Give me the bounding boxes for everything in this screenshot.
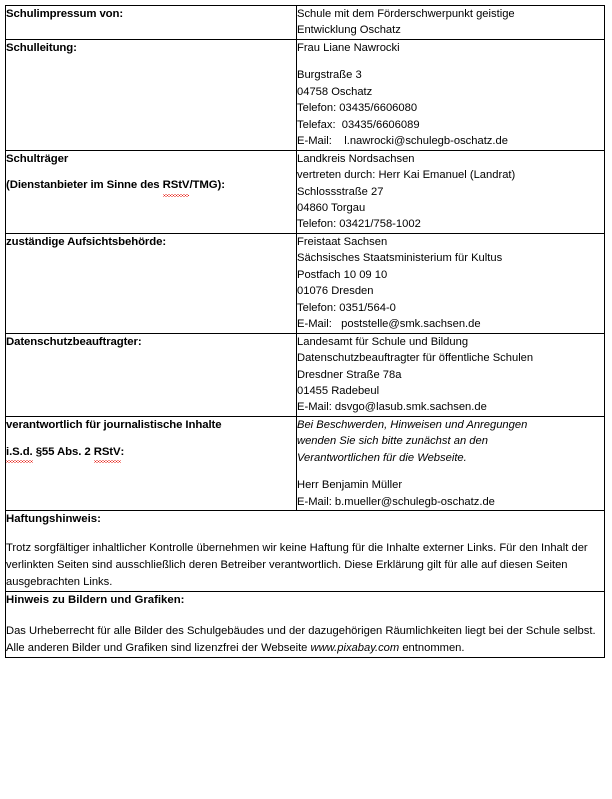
spellcheck-word-isd: i.S.d. bbox=[6, 444, 33, 461]
label-schultraeger: Schulträger bbox=[6, 152, 69, 165]
value-line-telefon: Telefon: 03435/6606080 bbox=[297, 102, 418, 115]
notice-body-part-2: entnommen. bbox=[399, 641, 465, 654]
row-value-cell bbox=[297, 6, 605, 40]
row-value-cell bbox=[297, 150, 605, 233]
value-line: Bei Beschwerden, Hinweisen und Anregungen bbox=[297, 418, 528, 431]
value-group-name bbox=[297, 40, 604, 56]
value-line: 04758 Oschatz bbox=[297, 85, 373, 98]
label-text-suffix: /TMG): bbox=[189, 179, 225, 192]
value-line: Freistaat Sachsen bbox=[297, 235, 388, 248]
value-line: Postfach 10 09 10 bbox=[297, 268, 388, 281]
value-line: vertreten durch: Herr Kai Emanuel (Landrat) bbox=[297, 169, 516, 182]
table-row bbox=[6, 150, 605, 233]
table-row bbox=[6, 591, 605, 657]
value-line: Entwicklung Oschatz bbox=[297, 24, 401, 37]
value-line: Landkreis Nordsachsen bbox=[297, 152, 415, 165]
notice-body: Trotz sorgfältiger inhaltlicher Kontrolle übernehmen wir keine Haftung für die Inhalte externer Links. Für den Inhalt der verlinkten Seiten sind ausschließlich deren Betreiber verantwortlich. Diese Erklärung gilt für alle auf diesen Seiten ausgebrachten Links. bbox=[6, 541, 588, 588]
value-group-address bbox=[297, 67, 604, 149]
label-text-suffix: : bbox=[120, 445, 125, 458]
table-row bbox=[6, 416, 605, 510]
label-aufsichtsbehoerde: zuständige Aufsichtsbehörde: bbox=[6, 235, 167, 248]
notice-cell-bilder-grafiken bbox=[6, 591, 605, 657]
spellcheck-word-rstv: RStV bbox=[163, 177, 190, 194]
value-line: Datenschutzbeauftragter für öffentliche Schulen bbox=[297, 352, 534, 365]
value-line: 04860 Torgau bbox=[297, 201, 366, 214]
value-line-telefon: Telefon: 03421/758-1002 bbox=[297, 218, 421, 231]
row-label-cell bbox=[6, 333, 297, 416]
value-line: Burgstraße 3 bbox=[297, 69, 362, 82]
table-row bbox=[6, 233, 605, 333]
table-row bbox=[6, 6, 605, 40]
value-line: Dresdner Straße 78a bbox=[297, 368, 402, 381]
value-line: Verantwortlichen für die Webseite. bbox=[297, 451, 467, 464]
label-dienstanbieter bbox=[6, 177, 296, 194]
value-line: 01455 Radebeul bbox=[297, 384, 380, 397]
row-value-cell bbox=[297, 233, 605, 333]
notice-body bbox=[6, 623, 604, 657]
table-row bbox=[6, 39, 605, 150]
value-line-email: E-Mail: b.mueller@schulegb-oschatz.de bbox=[297, 495, 495, 508]
row-value-cell bbox=[297, 416, 605, 510]
value-line-email: E-Mail: poststelle@smk.sachsen.de bbox=[297, 318, 481, 331]
notice-cell-haftungshinweis bbox=[6, 511, 605, 592]
value-group-contact bbox=[297, 477, 604, 510]
pixabay-url: www.pixabay.com bbox=[310, 641, 400, 654]
row-label-cell bbox=[6, 233, 297, 333]
row-value-cell bbox=[297, 333, 605, 416]
label-text-prefix: (Dienstanbieter im Sinne des bbox=[6, 179, 163, 192]
row-label-cell bbox=[6, 150, 297, 233]
label-text-middle: §55 Abs. 2 bbox=[32, 445, 94, 458]
label-verantwortlich-inhalte: verantwortlich für journalistische Inhalte bbox=[6, 418, 222, 431]
label-datenschutzbeauftragter: Datenschutzbeauftragter: bbox=[6, 335, 142, 348]
value-line: 01076 Dresden bbox=[297, 285, 374, 298]
value-line: wenden Sie sich bitte zunächst an den bbox=[297, 435, 488, 448]
table-row bbox=[6, 511, 605, 592]
value-line: Schule mit dem Förderschwerpunkt geistige bbox=[297, 8, 515, 20]
label-schulimpressum-von: Schulimpressum von: bbox=[6, 8, 124, 20]
row-value-cell bbox=[297, 39, 605, 150]
value-line-telefax: Telefax: 03435/6606089 bbox=[297, 118, 420, 131]
row-label-cell bbox=[6, 6, 297, 40]
label-schulleitung: Schulleitung: bbox=[6, 41, 77, 54]
value-group-italic-note bbox=[297, 417, 604, 466]
notice-body-part-1: Das Urheberrecht für alle Bilder des Schulgebäudes und der dazugehörigen Räumlichkeiten liegt bei der Schule selbst. Alle anderen Bilder und Grafiken sind lizenzfrei der Webseite bbox=[6, 624, 596, 654]
spellcheck-word-rstv: RStV bbox=[94, 444, 121, 461]
impressum-table bbox=[5, 5, 605, 658]
value-line: Frau Liane Nawrocki bbox=[297, 41, 400, 54]
row-label-cell bbox=[6, 39, 297, 150]
notice-heading: Haftungshinweis: bbox=[6, 513, 101, 526]
table-row bbox=[6, 333, 605, 416]
notice-heading: Hinweis zu Bildern und Grafiken: bbox=[6, 593, 185, 606]
value-line: Schlossstraße 27 bbox=[297, 185, 384, 198]
value-line-email: E-Mail: l.nawrocki@schulegb-oschatz.de bbox=[297, 135, 508, 148]
label-isd-paragraph bbox=[6, 444, 296, 461]
value-line-email: E-Mail: dsvgo@lasub.smk.sachsen.de bbox=[297, 401, 487, 414]
row-label-cell bbox=[6, 416, 297, 510]
value-line: Sächsisches Staatsministerium für Kultus bbox=[297, 252, 503, 265]
value-line: Landesamt für Schule und Bildung bbox=[297, 335, 469, 348]
value-line-telefon: Telefon: 0351/564-0 bbox=[297, 301, 396, 314]
value-line: Herr Benjamin Müller bbox=[297, 479, 403, 492]
